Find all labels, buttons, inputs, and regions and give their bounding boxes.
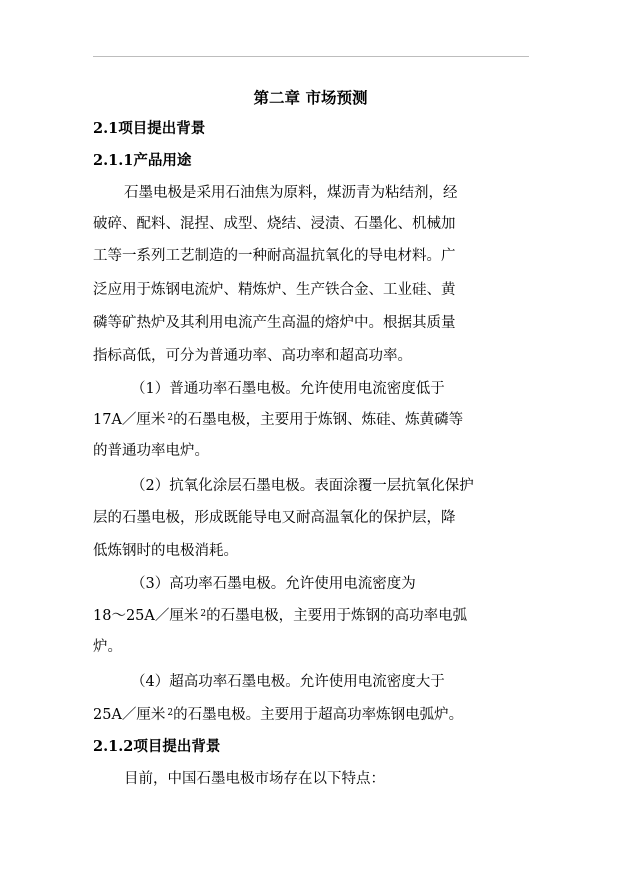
paragraph-2-line-1: 目前，中国石墨电极市场存在以下特点：: [124, 771, 385, 787]
item-4-line-1: （4）超高功率石墨电极。允许使用电流密度大于: [131, 674, 445, 690]
item-3-line-3: 炉。: [93, 639, 122, 655]
item-1-line-1: （1）普通功率石墨电极。允许使用电流密度低于: [131, 381, 445, 397]
superscript: 2: [167, 708, 174, 718]
superscript: 2: [200, 609, 207, 619]
paragraph-1-line-3: 工等一系列工艺制造的一种耐高温抗氧化的导电材料。广: [93, 248, 456, 264]
item-3-line-1: （3）高功率石墨电极。允许使用电流密度为: [131, 576, 416, 592]
section-heading-2-1-2: 2.1.2项目提出背景: [93, 738, 221, 755]
item-3-line-2: 18～25A／厘米 $^2$的石墨电极，主要用于炼钢的高功率电弧: [93, 608, 468, 624]
item-1-line-3: 的普通功率电炉。: [93, 443, 209, 459]
section-heading-2-1-1: 2.1.1产品用途: [93, 152, 192, 169]
item-4-line-2: 25A／厘米 $^2$的石墨电极。主要用于超高功率炼钢电弧炉。: [93, 707, 464, 723]
item-1-line-2: 17A／厘米 $^2$的石墨电极，主要用于炼钢、炼硅、炼黄磷等: [93, 412, 464, 428]
section-heading-2-1: 2.1项目提出背景: [93, 120, 206, 137]
superscript: 2: [167, 413, 174, 423]
item-2-line-3: 低炼钢时的电极消耗。: [93, 543, 238, 559]
paragraph-1-line-6: 指标高低，可分为普通功率、高功率和超高功率。: [93, 348, 412, 364]
item-2-line-2: 层的石墨电极，形成既能导电又耐高温氧化的保护层，降: [93, 510, 456, 526]
chapter-title: 第二章 市场预测: [253, 88, 368, 107]
paragraph-1-line-5: 磷等矿热炉及其利用电流产生高温的熔炉中。根据其质量: [93, 315, 456, 331]
item-2-line-1: （2）抗氧化涂层石墨电极。表面涂覆一层抗氧化保护: [131, 478, 474, 494]
paragraph-1-line-1: 石墨电极是采用石油焦为原料，煤沥青为粘结剂，经: [124, 185, 458, 201]
paragraph-1-line-4: 泛应用于炼钢电流炉、精炼炉、生产铁合金、工业硅、黄: [93, 282, 456, 298]
header-rule: [93, 56, 529, 57]
paragraph-1-line-2: 破碎、配料、混捏、成型、烧结、浸渍、石墨化、机械加: [93, 216, 456, 232]
